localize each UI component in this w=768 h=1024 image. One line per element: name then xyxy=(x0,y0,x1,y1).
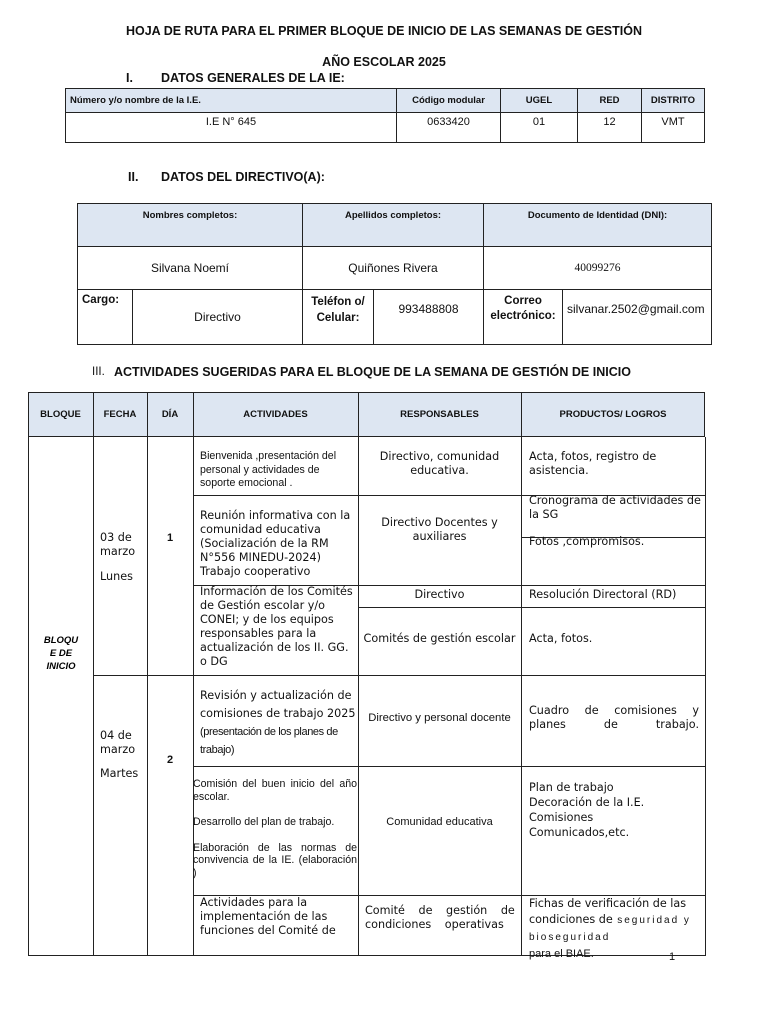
header-nombres: Nombres completos: xyxy=(78,204,303,247)
header-bloque: BLOQUE xyxy=(40,409,81,420)
value-codigo: 0633420 xyxy=(397,113,501,143)
day1-weekday: Lunes xyxy=(100,570,133,583)
section2-title: DATOS DEL DIRECTIVO(A): xyxy=(161,170,325,184)
day1-producto-3b: Acta, fotos. xyxy=(529,632,593,645)
day2-producto-3 xyxy=(529,895,703,962)
bloque-label: BLOQU E DE INICIO xyxy=(43,635,79,672)
day2-producto-1 xyxy=(529,704,699,732)
day2-responsable-3: Comité de gestión de condiciones operativas xyxy=(365,904,515,931)
header-red: RED xyxy=(578,89,642,113)
day2-activity-1 xyxy=(200,686,356,758)
page-number: 1 xyxy=(669,951,676,963)
value-dni: 40099276 xyxy=(484,247,712,290)
day2-activity-3: Actividades para la implementación de las funciones del Comité de xyxy=(200,896,336,937)
value-ie-name: I.E N° 645 xyxy=(66,113,397,143)
day2-producto-2 xyxy=(529,780,701,840)
section1-number: I. xyxy=(126,71,133,85)
value-ugel: 01 xyxy=(501,113,578,143)
day1-fecha: 03 de marzo xyxy=(100,531,136,558)
value-red: 12 xyxy=(578,113,642,143)
day2-producto-3b: seguridad y bioseguridad xyxy=(529,915,691,943)
day2-activity-2-line3: Elaboración de las normas de convivencia de la IE. (elaboración ) xyxy=(193,841,357,879)
day2-activity-1b: (presentación de los planes de trabajo) xyxy=(200,726,338,756)
header-responsables: RESPONSABLES xyxy=(400,409,479,420)
day1-responsable-3a: Directivo xyxy=(414,588,465,601)
section3-number: III. xyxy=(92,366,105,378)
day2-responsable-1: Directivo y personal docente xyxy=(368,712,511,724)
day2-activity-2-line1: Comisión del buen inicio del año escolar. xyxy=(193,778,357,803)
day1-responsable-2: Directivo Docentes y auxiliares xyxy=(381,516,498,543)
day2-activity-2-line2: Desarrollo del plan de trabajo. xyxy=(193,816,335,828)
header-ie-name: Número y/o nombre de la I.E. xyxy=(66,89,397,113)
section2-number: II. xyxy=(128,170,139,184)
correo-label: Correo electrónico: xyxy=(484,290,563,345)
day2-producto-2-line2: Decoración de la I.E. xyxy=(529,796,645,809)
day1-activity-2: Reunión informativa con la comunidad educativa (Socialización de la RM N°556 MINEDU-2024) Trabajo cooperativo xyxy=(200,509,351,578)
day1-producto-2b: Fotos ,compromisos. xyxy=(529,535,645,548)
header-productos: PRODUCTOS/ LOGROS xyxy=(559,409,667,420)
day1-producto-3a: Resolución Directoral (RD) xyxy=(529,588,677,601)
day1-producto-1: Acta, fotos, registro de asistencia. xyxy=(529,450,657,477)
value-apellidos: Quiñones Rivera xyxy=(303,247,484,290)
day2-weekday: Martes xyxy=(100,767,139,780)
day2-producto-2-line1: Plan de trabajo xyxy=(529,781,614,794)
day2-producto-2-line4: Comunicados,etc. xyxy=(529,826,630,839)
day1-activity-3: Información de los Comités de Gestión escolar y/o CONEI; y de los equipos responsables para la actualización de los II. GG. o DG xyxy=(200,585,353,668)
day2-producto-2-line3: Comisiones xyxy=(529,811,594,824)
day1-producto-2a: Cronograma de actividades de la SG xyxy=(529,494,701,521)
header-distrito: DISTRITO xyxy=(642,89,705,113)
day2-dia: 2 xyxy=(166,754,174,766)
correo-value: silvanar.2502@gmail.com xyxy=(563,290,712,345)
section3-title: ACTIVIDADES SUGERIDAS PARA EL BLOQUE DE LA SEMANA DE GESTIÓN DE INICIO xyxy=(114,365,631,379)
day2-producto-1-text: Cuadro de comisiones y planes de trabajo. xyxy=(529,704,699,731)
day2-fecha: 04 de marzo xyxy=(100,729,136,756)
header-codigo: Código modular xyxy=(397,89,501,113)
cargo-value: Directivo xyxy=(133,290,303,345)
header-apellidos: Apellidos completos: xyxy=(303,204,484,247)
day1-responsable-1: Directivo, comunidad educativa. xyxy=(379,450,500,477)
section1-title: DATOS GENERALES DE LA IE: xyxy=(161,71,345,85)
day1-responsable-3b: Comités de gestión escolar xyxy=(363,632,516,645)
document-title: HOJA DE RUTA PARA EL PRIMER BLOQUE DE INICIO DE LAS SEMANAS DE GESTIÓN xyxy=(125,24,642,38)
day2-producto-3c: para el BIAE. xyxy=(529,948,594,960)
telefono-label: Teléfon o/ Celular: xyxy=(303,290,374,345)
header-ugel: UGEL xyxy=(501,89,578,113)
value-distrito: VMT xyxy=(642,113,705,143)
telefono-value: 993488808 xyxy=(374,290,484,345)
day2-responsable-2: Comunidad educativa xyxy=(386,816,493,828)
header-fecha: FECHA xyxy=(103,409,137,420)
cargo-label: Cargo: xyxy=(78,290,133,345)
header-dni: Documento de Identidad (DNI): xyxy=(484,204,712,247)
day1-activity-1: Bienvenida ,presentación del personal y actividades de soporte emocional . xyxy=(200,450,337,489)
day2-producto-3a: Fichas de verificación de las condiciones de xyxy=(529,897,687,926)
day2-activity-1a: Revisión y actualización de comisiones de trabajo 2025 xyxy=(200,689,356,720)
document-subtitle: AÑO ESCOLAR 2025 xyxy=(322,55,446,69)
header-dia: DÍA xyxy=(161,409,179,420)
header-actividades: ACTIVIDADES xyxy=(243,409,308,420)
value-nombres: Silvana Noemí xyxy=(78,247,303,290)
day1-dia: 1 xyxy=(166,532,174,544)
day2-activity-2 xyxy=(193,778,357,879)
